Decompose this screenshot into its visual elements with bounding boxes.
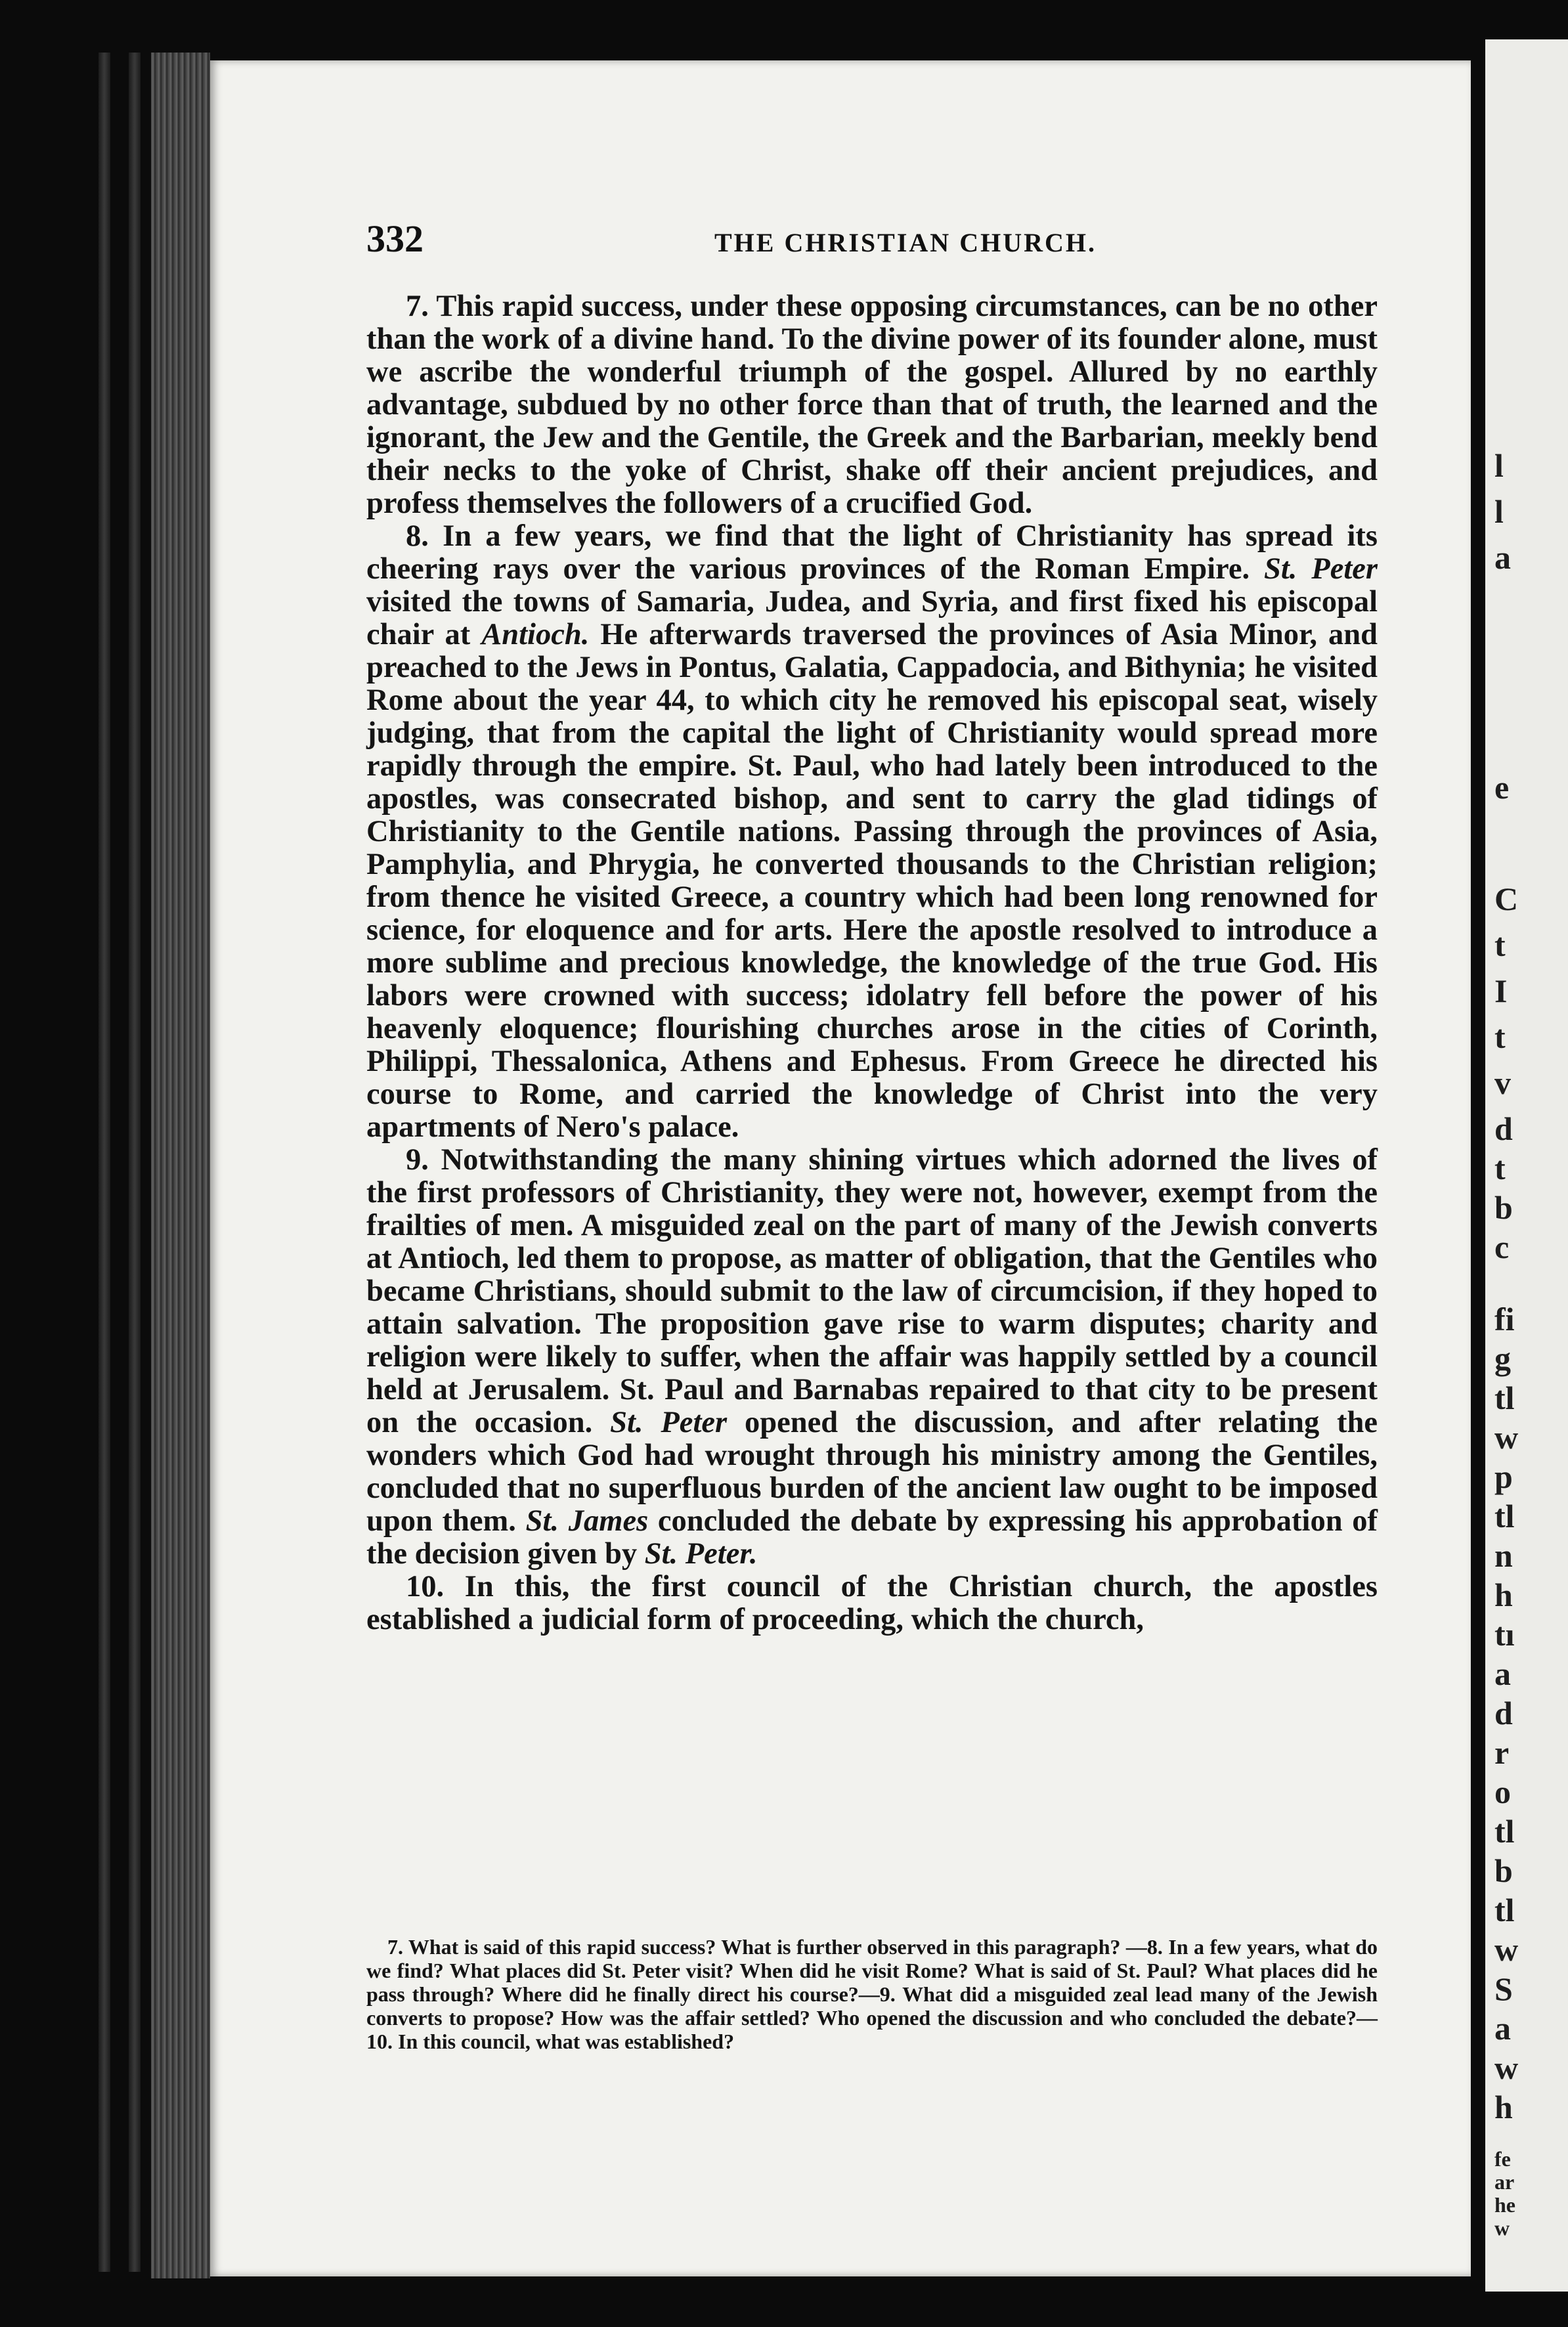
body-text bbox=[366, 290, 1378, 1636]
paragraph-7 bbox=[366, 290, 1378, 520]
adjacent-page-text: w bbox=[1494, 2216, 1510, 2240]
paragraph-text: opened the discussion, and after relating the wonders which God had wrought through his ministry among the Gentiles, concluded that no superfluous burden of the ancient law ought to be imposed upon them. bbox=[366, 1406, 1378, 1538]
adjacent-page-text: g bbox=[1494, 1340, 1511, 1377]
footnote-text: 7. What is said of this rapid success? What is further observed in this paragraph? —8. In a few years, what do we find? What places did St. Peter visit? When did he visit Rome? What is said of St. Paul? What places did he pass through? Where did he finally direct his course?—9. What did a misguided zeal lead many of the Jewish converts to propose? How was the affair settled? Who opened the discussion and who concluded the debate?—10. In this council, what was established? bbox=[366, 1935, 1378, 2053]
adjacent-page-text: tl bbox=[1494, 1498, 1515, 1534]
adjacent-page-text: n bbox=[1494, 1537, 1513, 1574]
page-number: 332 bbox=[366, 217, 424, 260]
footnote-questions bbox=[366, 1935, 1378, 2053]
adjacent-page-text: l bbox=[1494, 447, 1504, 484]
book-spine-strip bbox=[98, 53, 110, 2272]
adjacent-page-text: he bbox=[1494, 2193, 1515, 2217]
page-header bbox=[366, 217, 1568, 269]
adjacent-page-text: a bbox=[1494, 1655, 1511, 1692]
paragraph-text: Notwithstanding the many shining virtues which adorned the lives of the first professors of Christianity, they were not, however, exempt from the frailties of men. A misguided zeal on the part of many of the Jewish converts at Antioch, led them to propose, as matter of obligation, that the Gentiles who became Christians, should submit to the law of circumcision, if they hoped to attain salvation. The proposition gave rise to warm disputes; charity and religion were likely to suffer, when the affair was happily settled by a council held at Jerusalem. St. Paul and Barnabas repaired to that city to be present on the occasion. bbox=[366, 1143, 1378, 1439]
adjacent-page-text: I bbox=[1494, 972, 1508, 1009]
paragraph-9 bbox=[366, 1144, 1378, 1571]
adjacent-page-text: w bbox=[1494, 1931, 1519, 1968]
adjacent-page-text: w bbox=[1494, 1419, 1519, 1456]
adjacent-page-text: a bbox=[1494, 539, 1511, 576]
italic-name: Antioch. bbox=[481, 618, 590, 651]
adjacent-page-text: d bbox=[1494, 1695, 1513, 1731]
adjacent-page-text: b bbox=[1494, 1189, 1513, 1226]
adjacent-page-text: e bbox=[1494, 769, 1510, 806]
adjacent-page-text: b bbox=[1494, 1852, 1513, 1889]
paragraph-10 bbox=[366, 1571, 1378, 1636]
adjacent-page-text: ar bbox=[1494, 2170, 1515, 2194]
adjacent-page-text: fe bbox=[1494, 2147, 1511, 2171]
italic-name: St. Peter. bbox=[644, 1537, 758, 1571]
page-edges bbox=[151, 53, 210, 2278]
adjacent-page-text: c bbox=[1494, 1229, 1510, 1265]
adjacent-page-text: d bbox=[1494, 1110, 1513, 1147]
adjacent-page-text: S bbox=[1494, 1970, 1513, 2007]
book-page bbox=[210, 60, 1471, 2276]
adjacent-page-text: h bbox=[1494, 1577, 1513, 1613]
adjacent-page-text: v bbox=[1494, 1064, 1511, 1101]
adjacent-page-text: a bbox=[1494, 2010, 1511, 2047]
adjacent-page-text: p bbox=[1494, 1458, 1513, 1495]
adjacent-page-text: tl bbox=[1494, 1892, 1515, 1928]
paragraph-number: 7. bbox=[406, 290, 429, 323]
italic-name: St. Peter bbox=[1264, 552, 1378, 586]
paragraph-text: In this, the first council of the Christian church, the apostles established a judicial form of proceeding, which the church, bbox=[366, 1570, 1378, 1636]
adjacent-page-text: w bbox=[1494, 2049, 1519, 2086]
adjacent-page-text: tı bbox=[1494, 1616, 1515, 1653]
paragraph-8 bbox=[366, 520, 1378, 1144]
adjacent-page-text: t bbox=[1494, 926, 1506, 963]
italic-name: St. James bbox=[525, 1504, 649, 1538]
adjacent-page-text: t bbox=[1494, 1018, 1506, 1055]
paragraph-text: visited the towns of Samaria, Judea, and Syria, and first fixed his episcopal chair at bbox=[366, 585, 1378, 651]
adjacent-page-fragment bbox=[1485, 39, 1568, 2292]
paragraph-number: 10. bbox=[406, 1570, 445, 1603]
paragraph-number: 8. bbox=[406, 519, 429, 553]
adjacent-page-text: h bbox=[1494, 2089, 1513, 2125]
adjacent-page-text: r bbox=[1494, 1734, 1510, 1771]
adjacent-page-text: C bbox=[1494, 881, 1519, 917]
running-title: THE CHRISTIAN CHURCH. bbox=[714, 228, 1097, 257]
adjacent-page-text: fi bbox=[1494, 1301, 1515, 1337]
adjacent-page-text: t bbox=[1494, 1150, 1506, 1186]
adjacent-page-text: tl bbox=[1494, 1813, 1515, 1850]
adjacent-page-text: tl bbox=[1494, 1380, 1515, 1416]
book-spine-strip bbox=[129, 53, 141, 2272]
italic-name: St. Peter bbox=[610, 1406, 728, 1439]
paragraph-number: 9. bbox=[406, 1143, 429, 1177]
paragraph-text: This rapid success, under these opposing circumstances, can be no other than the work of a divine hand. To the divine power of its founder alone, must we ascribe the wonderful triumph of the gospel. Allured by no earthly advantage, subdued by no other force than that of truth, the learned and the ignorant, the Jew and the Gentile, the Greek and the Barbarian, meekly bend their necks to the yoke of Christ, shake off their ancient prejudices, and profess themselves the followers of a crucified God. bbox=[366, 290, 1378, 520]
adjacent-page-text: l bbox=[1494, 493, 1504, 530]
paragraph-text: In a few years, we find that the light of Christianity has spread its cheering rays over the various provinces of the Roman Empire. bbox=[366, 519, 1378, 586]
paragraph-text: concluded the debate by expressing his approbation of the decision given by bbox=[366, 1504, 1378, 1571]
paragraph-text: He afterwards traversed the provinces of Asia Minor, and preached to the Jews in Pontus, Galatia, Cappadocia, and Bithynia; he visited Rome about the year 44, to which city he removed his episcopal seat, wisely judging, that from the capital the light of Christianity would spread more rapidly through the empire. St. Paul, who had lately been introduced to the apostles, was consecrated bishop, and sent to carry the glad tidings of Christianity to the Gentile nations. Passing through the provinces of Asia, Pamphylia, and Phrygia, he converted thousands to the Christian religion; from thence he visited Greece, a country which had been long renowned for science, for eloquence and for arts. Here the apostle resolved to introduce a more sublime and precious knowledge, the knowledge of the true God. His labors were crowned with success; idolatry fell before the power of his heavenly eloquence; flourishing churches arose in the cities of Corinth, Philippi, Thessalonica, Athens and Ephesus. From Greece he directed his course to Rome, and carried the knowledge of Christ into the very apartments of Nero's palace. bbox=[366, 618, 1378, 1144]
adjacent-page-text: o bbox=[1494, 1773, 1511, 1810]
